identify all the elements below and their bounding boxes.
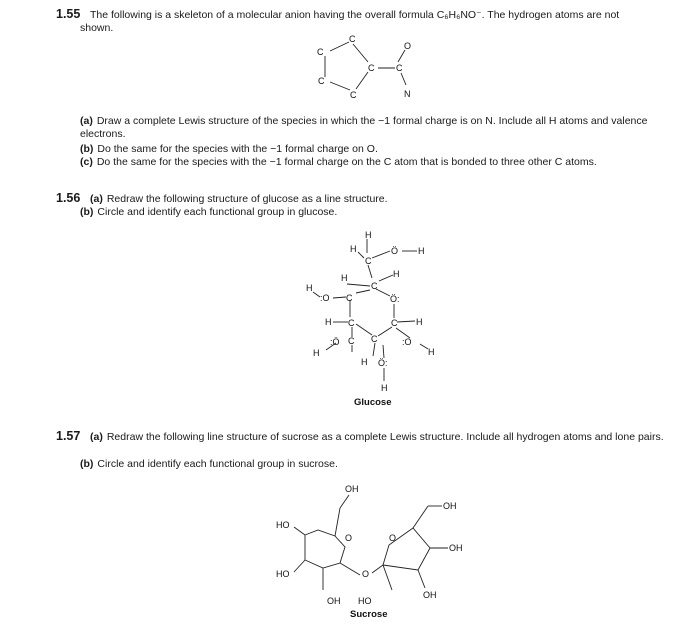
atom-c: C [348, 336, 355, 346]
part-label: (a) [80, 115, 93, 127]
atom-h: H [381, 383, 388, 393]
part-label: (a) [90, 431, 103, 443]
atom-c: C [396, 63, 403, 73]
label-oh: OH [423, 590, 437, 600]
sucrose-bonds [294, 495, 448, 590]
sucrose-caption: Sucrose [350, 609, 388, 620]
label-ho: HO [276, 520, 290, 530]
label-oh: OH [327, 596, 341, 606]
atom-h: H [306, 283, 313, 293]
atom-o: :O [402, 337, 412, 347]
atom-o: Ö [391, 246, 399, 256]
atom-c: C [318, 76, 325, 86]
atom-c: C [368, 63, 375, 73]
problem-number: 1.55 [56, 7, 81, 21]
part-text: Circle and identify each functional group in sucrose. [97, 458, 338, 470]
intro-lead: The following is a skeleton of a molecular anion having the overall formula [90, 9, 434, 21]
intro-tail: . The hydrogen atoms are not [481, 9, 620, 21]
part-text: Redraw the following structure of glucose as a line structure. [106, 193, 388, 205]
glycosidic-oxygen: O [362, 569, 370, 579]
problem-number: 1.56 [56, 191, 81, 205]
part-label: (b) [80, 143, 94, 155]
atom-h: H [365, 230, 372, 240]
part-label: (b) [80, 206, 94, 218]
part-label: (a) [90, 193, 103, 205]
atom-o: O [404, 41, 412, 51]
part-text: Redraw the following line structure of sucrose as a complete Lewis structure. Include all hydrogen atoms and lone pairs. [106, 431, 664, 443]
glucose-caption: Glucose [354, 397, 392, 408]
ring-oxygen: O [345, 533, 353, 543]
label-oh: OH [345, 484, 359, 494]
atom-c: C [346, 293, 353, 303]
atom-o: :O [320, 293, 330, 303]
part-text: Draw a complete Lewis structure of the species in which the −1 formal charge is on N. Include all H atoms and valence electrons. [80, 115, 648, 140]
part-text: Do the same for the species with the −1 formal charge on the C atom that is bonded to three other C atoms. [96, 156, 597, 168]
ring-oxygen: O [389, 533, 397, 543]
atom-c: C [350, 90, 357, 100]
atom-h: H [361, 357, 368, 367]
atom-c: C [365, 256, 372, 266]
atom-h: H [313, 348, 320, 358]
atom-o: Ö: [378, 358, 388, 368]
atom-c: C [348, 318, 355, 328]
atom-h: H [393, 269, 400, 279]
atom-c: C [349, 34, 356, 44]
label-oh: OH [443, 501, 457, 511]
label-ho: HO [358, 596, 372, 606]
atom-c: C [371, 334, 378, 344]
part-text: Circle and identify each functional group in glucose. [97, 206, 338, 218]
label-ho: HO [276, 569, 290, 579]
atom-h: H [418, 246, 425, 256]
part-label: (c) [80, 156, 93, 168]
atom-h: H [350, 244, 357, 254]
atom-o: Ö: [390, 294, 400, 304]
atom-h: H [428, 347, 435, 357]
atom-c: C [317, 47, 324, 57]
atom-o: :Ö [330, 337, 340, 347]
atom-h: H [416, 317, 423, 327]
atom-h: H [341, 273, 348, 283]
atom-c: C [371, 281, 378, 291]
atom-h: H [325, 317, 332, 327]
atom-c: C [391, 318, 398, 328]
intro-line2: shown. [80, 22, 114, 34]
problem-number: 1.57 [56, 429, 81, 443]
atom-n: N [404, 89, 411, 99]
formula: C₆H₆NO⁻ [436, 9, 482, 21]
label-oh: OH [449, 543, 463, 553]
part-label: (b) [80, 458, 94, 470]
part-text: Do the same for the species with the −1 formal charge on O. [97, 143, 378, 155]
